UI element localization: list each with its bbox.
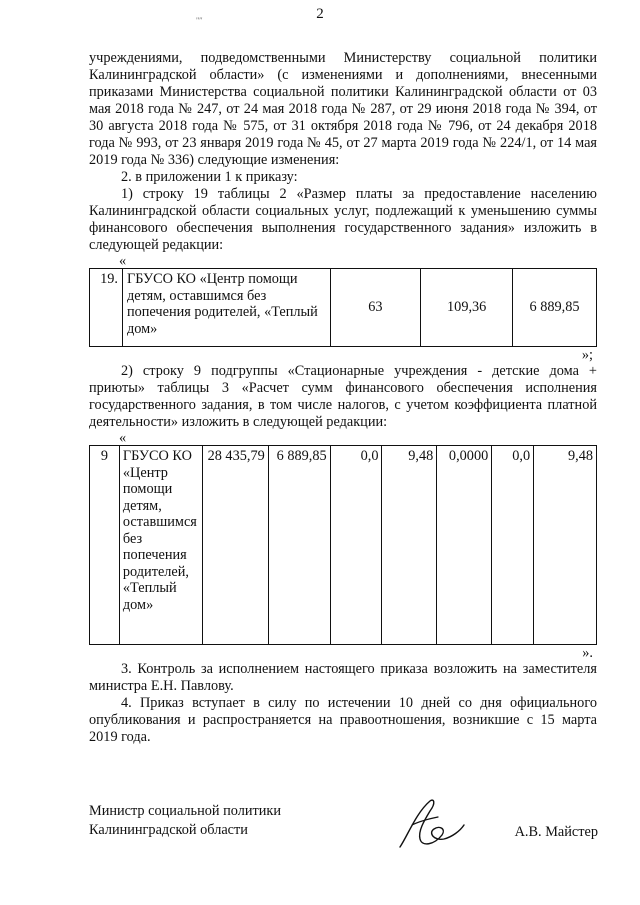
quote-open-1: « <box>119 253 127 269</box>
table2-cell-institution: ГБУСО КО «Центр помощи детям, оставшимся без попечения родителей, «Теплый дом» <box>119 446 202 645</box>
table1-cell-rate: 109,36 <box>421 269 513 347</box>
signer-title-line2: Калининградской области <box>89 822 248 838</box>
table1-cell-institution: ГБУСО КО «Центр помощи детям, оставшимся без попечения родителей, «Теплый дом» <box>122 269 330 347</box>
table2-cell-value-4: 9,48 <box>382 446 437 645</box>
handwritten-signature-icon <box>390 795 470 855</box>
paragraph-subitem-2: 2) строку 9 подгруппы «Стационарные учреждения - детские дома + приюты» таблицы 3 «Расчет сумм финансового обеспечения исполнения государственного задания, в том числе налогов, с учетом коэффициента платной деятельности» изложить в следующей редакции: <box>89 363 597 430</box>
table2-cell-value-2: 6 889,85 <box>268 446 330 645</box>
signer-name: А.В. Майстер <box>514 824 598 840</box>
paragraph-item-3: 3. Контроль за исполнением настоящего приказа возложить на заместителя министра Е.Н. Павлову. <box>89 661 597 694</box>
paragraph-item-4: 4. Приказ вступает в силу по истечении 10 дней со дня официального опубликования и распространяется на правоотношения, возникшие с 15 марта 2019 года. <box>89 695 597 745</box>
table1-cell-number: 19. <box>90 269 123 347</box>
table1-cell-sum: 6 889,85 <box>513 269 597 347</box>
paragraph-item-2: 2. в приложении 1 к приказу: <box>121 169 298 185</box>
page-number: 2 <box>316 6 324 22</box>
table-19-row <box>89 268 597 347</box>
table2-cell-value-5: 0,0000 <box>437 446 492 645</box>
quote-open-2: « <box>119 430 127 446</box>
table2-cell-value-1: 28 435,79 <box>202 446 268 645</box>
quote-close-2: ». <box>582 645 593 661</box>
table-9-row <box>89 445 597 645</box>
table2-cell-value-7: 9,48 <box>534 446 597 645</box>
document-body <box>89 50 597 746</box>
paragraph-subitem-1: 1) строку 19 таблицы 2 «Размер платы за предоставление населению Калининградской области социальных услуг, подлежащий к уменьшению суммы финансового обеспечения выполнения государственного задания» изложить в следующей редакции: <box>89 186 597 253</box>
table2-cell-value-6: 0,0 <box>492 446 534 645</box>
paragraph-intro: учреждениями, подведомственными Министерству социальной политики Калининградской области» (с изменениями и дополнениями, внесенными приказами Министерства социальной политики Калининградской области от 03 мая 2018 года № 247, от 24 мая 2018 года № 287, от 29 июня 2018 года № 394, от 30 августа 2018 года № 575, от 31 октября 2018 года № 796, от 24 декабря 2018 года № 993, от 23 января 2019 года № 45, от 27 марта 2019 года № 224/1, от 14 мая 2019 года № 336) следующие изменения: <box>89 50 597 168</box>
corner-mark: "″ <box>196 16 203 25</box>
quote-close-1: »; <box>581 347 593 363</box>
table2-cell-number: 9 <box>90 446 120 645</box>
table1-cell-count: 63 <box>330 269 421 347</box>
table-row <box>90 446 597 645</box>
signer-title-line1: Министр социальной политики <box>89 803 281 819</box>
table2-cell-value-3: 0,0 <box>330 446 382 645</box>
table-row <box>90 269 597 347</box>
